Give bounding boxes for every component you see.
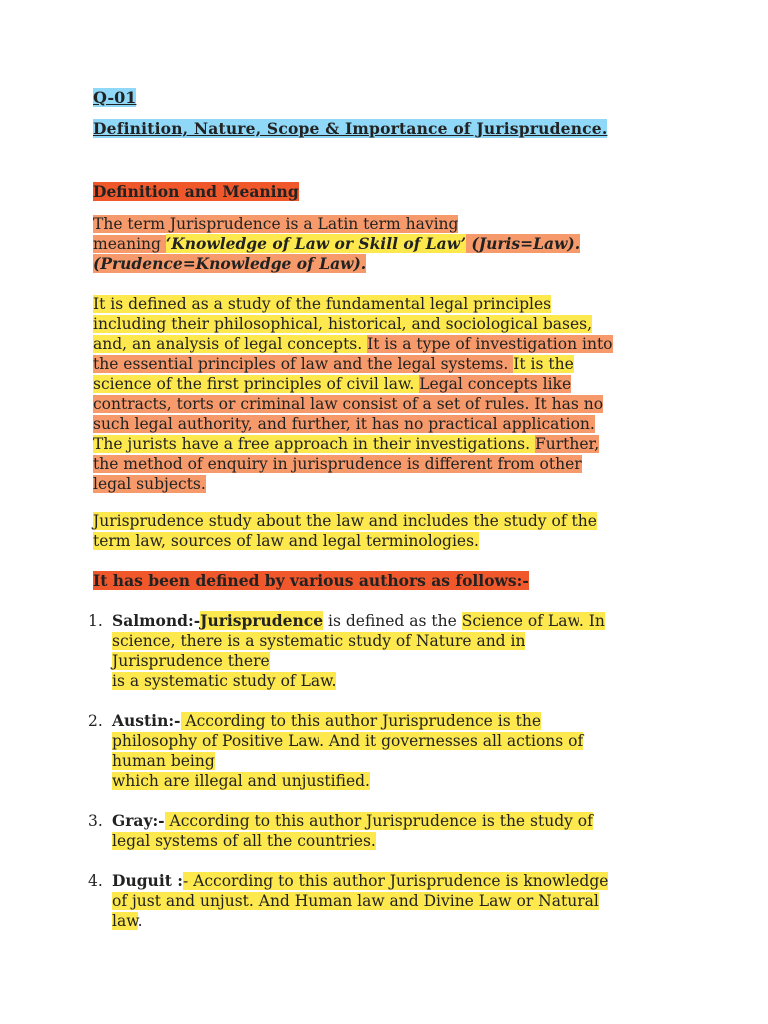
list-item-text xyxy=(112,811,672,851)
author-name: Gray:- xyxy=(112,811,165,830)
text-run: which are illegal and unjustified. xyxy=(112,772,370,790)
text-run: of just and unjust. And Human law and Divine Law or Natural xyxy=(112,892,599,910)
question-number xyxy=(93,88,693,108)
author-name: Austin:- xyxy=(112,711,181,730)
text-run: such legal authority, and further, it has no practical application. xyxy=(93,415,595,433)
author-name: Salmond:- xyxy=(112,611,201,630)
text-run: contracts, torts or criminal law consist of a set of rules. It has no xyxy=(93,395,604,413)
text-run: Jurisprudence study about the law and includes the study of the xyxy=(93,512,597,530)
paragraph-latin-term xyxy=(93,214,693,274)
paragraph-study-definition xyxy=(93,294,693,494)
text-run: Legal concepts like xyxy=(419,375,572,393)
list-number: 4. xyxy=(88,872,103,890)
text-run: and, an analysis of legal concepts. xyxy=(93,335,368,353)
text-run: the essential principles of law and the legal systems. xyxy=(93,355,514,373)
text-run: . In xyxy=(578,612,605,630)
text-run: term law, sources of law and legal terminologies. xyxy=(93,532,479,550)
text-run: meaning xyxy=(93,235,166,253)
list-item-text xyxy=(112,611,672,691)
text-run: and in xyxy=(471,632,526,650)
text-run: The term Jurisprudence is a Latin term having xyxy=(93,215,459,233)
text-run: - According to this author Jurisprudence is knowledge xyxy=(182,872,609,890)
list-number: 2. xyxy=(88,712,103,730)
quote-text: ‘Knowledge of Law or Skill of Law’ xyxy=(165,234,467,253)
list-item-text xyxy=(112,711,672,791)
list-number: 3. xyxy=(88,812,103,830)
text-run: philosophy of Positive Law xyxy=(112,732,320,750)
text-run: legal subjects. xyxy=(93,475,206,493)
text-run: science of the first principles of civil law. xyxy=(93,375,420,393)
text-run: . xyxy=(137,912,143,930)
text-run: human being xyxy=(112,752,215,770)
text-run: is a systematic study of Law. xyxy=(112,672,337,690)
text-run: the method of enquiry in jurisprudence is different from other xyxy=(93,455,582,473)
text-run: science, there is a systematic study of Nature xyxy=(112,632,472,650)
text-run: Further, xyxy=(535,435,600,453)
text-run: (Juris=Law). xyxy=(466,234,581,253)
text-run: Jurisprudence there xyxy=(112,652,270,670)
list-item-text xyxy=(112,871,672,931)
author-name: Duguit : xyxy=(112,871,183,890)
text-run: It is a type of investigation into xyxy=(367,335,613,353)
text-run: Science of Law xyxy=(461,612,579,630)
text-run: law xyxy=(112,912,138,930)
text-run: . And it governesses all actions of xyxy=(319,732,584,750)
text-run: The jurists have a free approach in their investigations. xyxy=(93,435,535,453)
text-run: legal systems of all the countries. xyxy=(112,832,376,850)
section-heading-text: It has been defined by various authors as follows:- xyxy=(93,571,529,590)
section-heading-text: Definition and Meaning xyxy=(93,182,299,201)
text-run: (Prudence=Knowledge of Law). xyxy=(93,254,367,273)
text-run: It is the xyxy=(513,355,574,373)
list-number: 1. xyxy=(88,612,103,630)
text-run: is defined as the xyxy=(323,612,462,630)
section-heading-definition xyxy=(93,182,693,202)
question-title-text: Definition, Nature, Scope & Importance of Jurisprudence. xyxy=(93,119,608,138)
text-run: It is defined as a study of the fundamental legal principles xyxy=(93,295,552,313)
paragraph-study-about-law xyxy=(93,511,693,551)
text-run: Jurisprudence xyxy=(200,611,324,630)
question-title xyxy=(93,119,693,139)
text-run: including their philosophical, historical, and sociological bases, xyxy=(93,315,593,333)
text-run: According to this author Jurisprudence is the xyxy=(180,712,541,730)
question-number-text: Q-01 xyxy=(93,88,137,107)
text-run: According to this author Jurisprudence is the xyxy=(164,812,531,830)
section-heading-authors xyxy=(93,571,693,591)
text-run: study of xyxy=(530,812,593,830)
